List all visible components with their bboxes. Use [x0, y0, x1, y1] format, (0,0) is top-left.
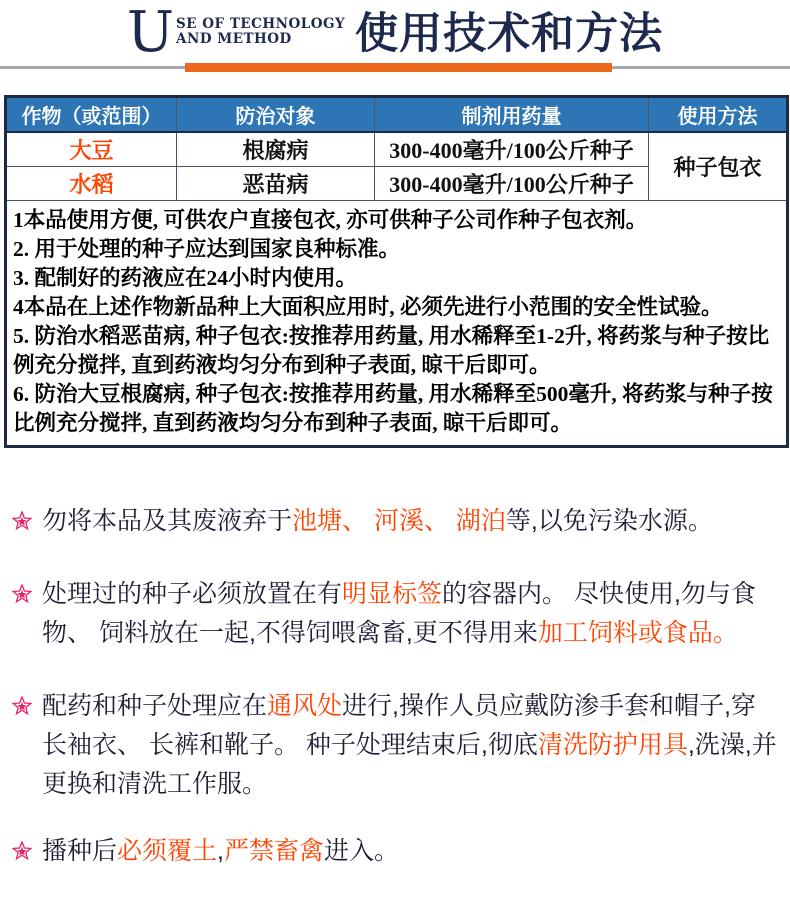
- column-header-dosage: 制剂用药量: [375, 97, 649, 133]
- precaution-item: [14, 687, 778, 804]
- column-header-crop: 作物（或范围）: [6, 97, 177, 133]
- precaution-text: 处理过的种子必须放置在有明显标签的容器内。 尽快使用,勿与食物、 饲料放在一起,不得饲喂禽畜,更不得用来加工饲料或食品。: [42, 580, 756, 647]
- notes-cell: [6, 201, 788, 447]
- orange-accent-bar: [185, 63, 612, 72]
- title-initial-letter: U: [126, 0, 175, 65]
- table-row: [6, 132, 788, 167]
- crop-cell: 水稻: [6, 167, 177, 201]
- section-title-group: [0, 0, 790, 65]
- star-bullet-icon: [12, 841, 32, 861]
- method-cell: 种子包衣: [649, 132, 788, 201]
- page-title: 使用技术和方法: [355, 10, 664, 58]
- target-cell: 根腐病: [177, 132, 375, 167]
- precautions-list: [14, 502, 778, 871]
- precaution-item: [14, 502, 778, 541]
- note-line: 2. 用于处理的种子应达到国家良种标准。: [13, 237, 401, 261]
- precaution-text: 播种后必须覆土,严禁畜禽进入。: [42, 837, 400, 865]
- target-cell: 恶苗病: [177, 167, 375, 201]
- precaution-text: 勿将本品及其废液弃于池塘、 河溪、 湖泊等,以免污染水源。: [42, 507, 713, 535]
- crop-cell: 大豆: [6, 132, 177, 167]
- note-line: 4本品在上述作物新品种上大面积应用时, 必须先进行小范围的安全性试验。: [13, 295, 723, 319]
- star-bullet-icon: [12, 696, 32, 716]
- column-header-target: 防治对象: [177, 97, 375, 133]
- dosage-cell: 300-400毫升/100公斤种子: [375, 167, 649, 201]
- table-notes-row: [6, 201, 788, 447]
- star-bullet-icon: [12, 511, 32, 531]
- usage-table: [4, 95, 789, 448]
- precaution-text: 配药和种子处理应在通风处进行,操作人员应戴防渗手套和帽子,穿长袖衣、 长裤和靴子。 种子处理结束后,彻底清洗防护用具,洗澡,并更换和清洗工作服。: [42, 692, 777, 798]
- title-english-line1: SE OF TECHNOLOGY: [176, 16, 346, 32]
- note-line: 6. 防治大豆根腐病, 种子包衣:按推荐用药量, 用水稀释至500毫升, 将药浆与种子按比例充分搅拌, 直到药液均匀分布到种子表面, 晾干后即可。: [13, 382, 773, 435]
- table-header-row: [6, 97, 788, 133]
- dosage-cell: 300-400毫升/100公斤种子: [375, 132, 649, 167]
- precaution-item: [14, 575, 778, 653]
- note-line: 3. 配制好的药液应在24小时内使用。: [13, 266, 358, 290]
- column-header-method: 使用方法: [649, 97, 788, 133]
- note-line: 5. 防治水稻恶苗病, 种子包衣:按推荐用药量, 用水稀释至1-2升, 将药浆与种子按比例充分搅拌, 直到药液均匀分布到种子表面, 晾干后即可。: [13, 324, 770, 377]
- title-english-line2: AND METHOD: [176, 31, 292, 47]
- section-header: [0, 0, 790, 75]
- star-bullet-icon: [12, 584, 32, 604]
- title-underline: [0, 59, 790, 75]
- title-english-caption: [176, 17, 345, 47]
- note-line: 1本品使用方便, 可供农户直接包衣, 亦可供种子公司作种子包衣剂。: [13, 208, 648, 232]
- precaution-item: [14, 832, 778, 871]
